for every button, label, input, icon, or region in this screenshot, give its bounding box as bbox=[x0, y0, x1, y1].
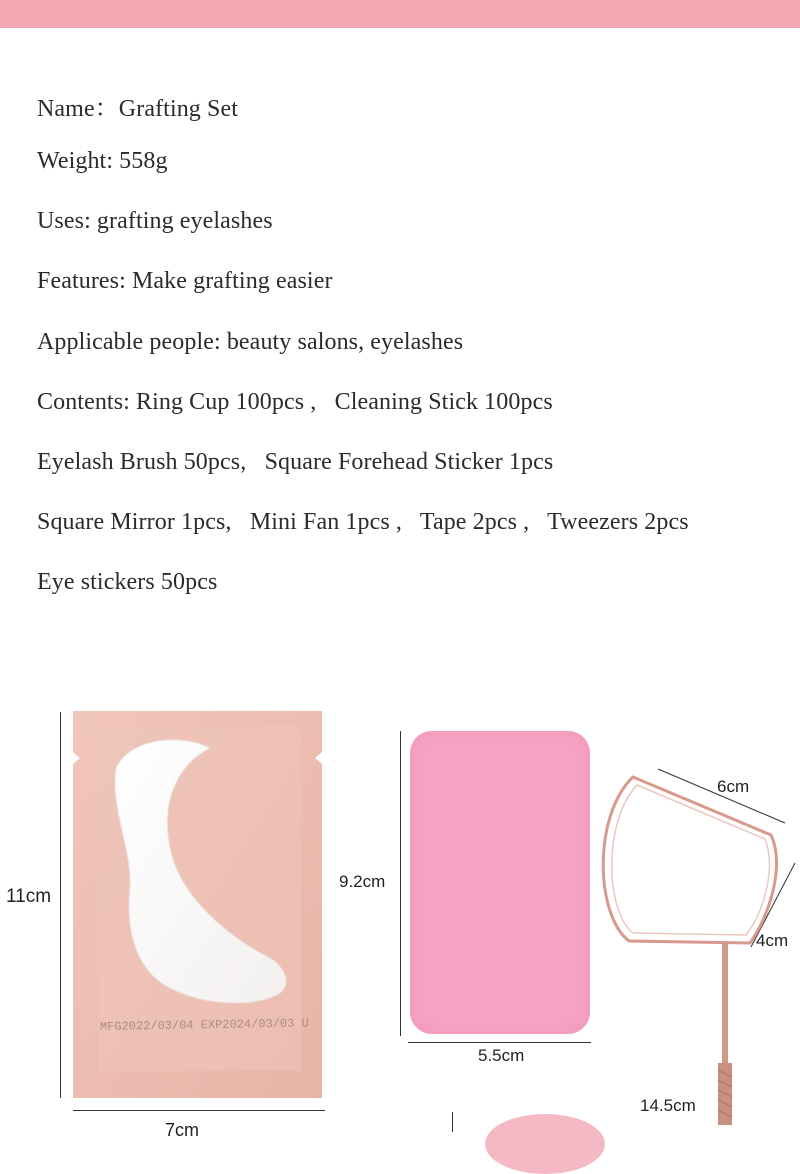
top-banner bbox=[0, 0, 800, 28]
eye-patch-print-text: MFG2022/03/04 EXP2024/03/03 U bbox=[99, 1016, 309, 1034]
spec-contents-4: Eye stickers 50pcs bbox=[37, 569, 218, 595]
next-item-height-line bbox=[452, 1112, 453, 1132]
mirror-height-label: 4cm bbox=[756, 931, 789, 950]
spec-applicable: Applicable people: beauty salons, eyelashes bbox=[37, 329, 464, 355]
eye-patch-height-label: 11cm bbox=[6, 886, 52, 907]
eye-patch-width-line bbox=[73, 1110, 325, 1111]
spec-contents-1: Contents: Ring Cup 100pcs , Cleaning Stick 100pcs bbox=[37, 389, 553, 415]
eye-patch-pouch-image bbox=[70, 708, 330, 1098]
spec-features: Features: Make grafting easier bbox=[37, 268, 333, 294]
spec-name: Name：Grafting Set bbox=[37, 96, 238, 122]
spec-contents-3: Square Mirror 1pcs, Mini Fan 1pcs , Tape 2pcs , Tweezers 2pcs bbox=[37, 509, 689, 535]
sticker-width-line bbox=[408, 1042, 591, 1043]
spec-uses: Uses: grafting eyelashes bbox=[37, 208, 273, 234]
mirror-width-label: 6cm bbox=[717, 777, 750, 796]
ring-cup-image bbox=[485, 1114, 605, 1174]
sticker-height-line bbox=[400, 731, 401, 1036]
sticker-width-label: 5.5cm bbox=[478, 1046, 525, 1065]
mirror-length-label: 14.5cm bbox=[640, 1096, 696, 1115]
square-sticker-image bbox=[410, 731, 590, 1034]
spec-weight: Weight: 558g bbox=[37, 148, 168, 174]
sticker-height-label: 9.2cm bbox=[339, 872, 386, 891]
spec-contents-2: Eyelash Brush 50pcs, Square Forehead Sticker 1pcs bbox=[37, 449, 554, 475]
eye-patch-height-line bbox=[60, 712, 61, 1098]
eye-patch-width-label: 7cm bbox=[165, 1120, 200, 1140]
